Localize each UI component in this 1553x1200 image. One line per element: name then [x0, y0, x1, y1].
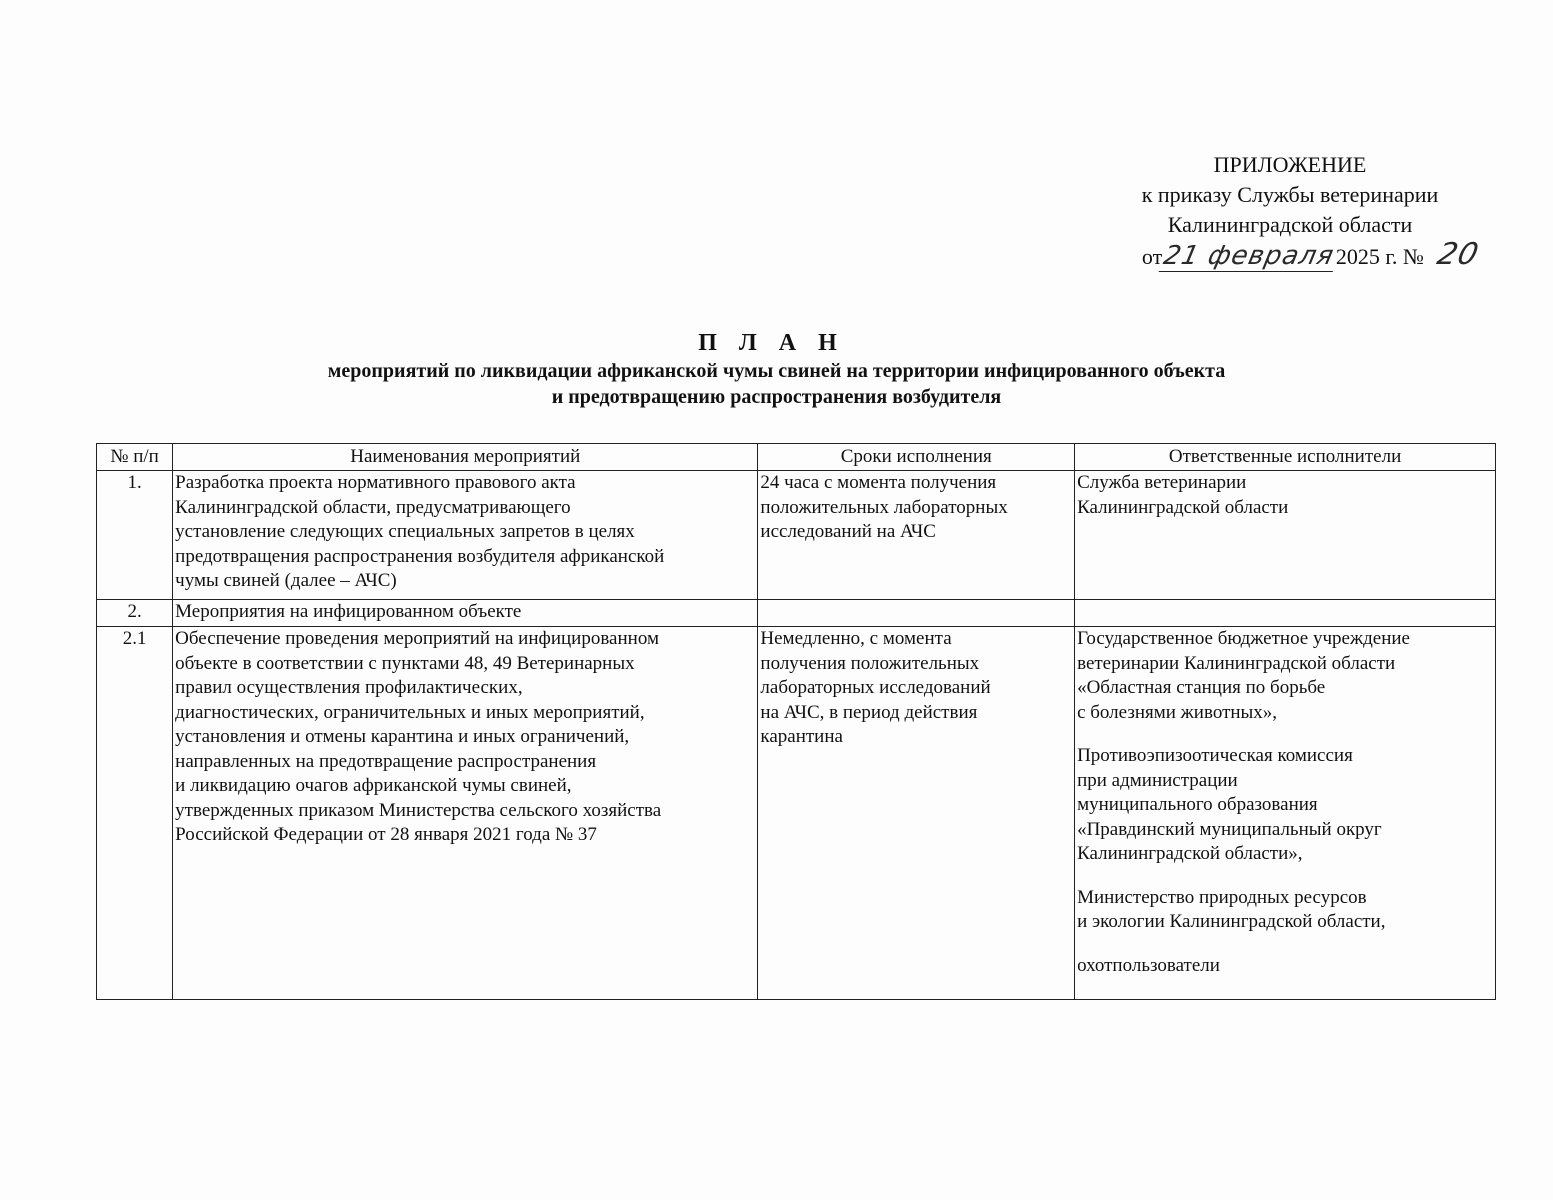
header-term: Сроки исполнения — [758, 444, 1075, 471]
responsible-entry: охотпользователи — [1077, 954, 1220, 976]
responsible-entry: Государственное бюджетное учреждение ветеринарии Калининградской области «Областная станция по борьбе с болезнями животных», — [1077, 628, 1410, 723]
row-number: 1. — [97, 471, 173, 600]
plan-title: П Л А Н — [698, 330, 845, 356]
plan-subtitle-line1: мероприятий по ликвидации африканской чумы свиней на территории инфицированного объекта — [327, 360, 1226, 382]
table-row — [97, 600, 1496, 627]
header-num: № п/п — [97, 444, 173, 471]
appendix-title: ПРИЛОЖЕНИЕ — [1213, 152, 1367, 177]
activity-responsible — [1075, 627, 1496, 1000]
responsible-entry: Служба ветеринарии Калининградской области — [1077, 472, 1289, 518]
date-prefix: от — [1141, 244, 1163, 269]
header-responsible: Ответственные исполнители — [1075, 444, 1496, 471]
activity-name: Разработка проекта нормативного правового акта Калининградской области, предусматривающего установление следующих специальных запретов в целях предотвращения распространения возбудителя африканской чумы свиней (далее – АЧС) — [173, 471, 758, 600]
activity-term — [758, 600, 1075, 627]
appendix-region-line: Калининградской области — [1167, 212, 1413, 237]
handwritten-order-number: 20 — [1433, 237, 1483, 272]
table-row — [97, 627, 1496, 1000]
activity-term: 24 часа с момента получения положительных лабораторных исследований на АЧС — [758, 471, 1075, 600]
activity-name: Мероприятия на инфицированном объекте — [173, 600, 758, 627]
row-number: 2. — [97, 600, 173, 627]
plan-subtitle-line2: и предотвращению распространения возбудителя — [551, 386, 1002, 408]
table-header-row — [97, 444, 1496, 471]
appendix-date-line — [1080, 237, 1540, 272]
activity-responsible — [1075, 600, 1496, 627]
responsible-entry: Министерство природных ресурсов и экологии Калининградской области, — [1077, 886, 1386, 932]
appendix-header — [1060, 150, 1520, 272]
date-year: 2025 г. № — [1335, 244, 1424, 269]
responsible-entry: Противоэпизоотическая комиссия при администрации муниципального образования «Правдинский муниципальный округ Калининградской области», — [1077, 745, 1382, 864]
activity-responsible — [1075, 471, 1496, 600]
header-name: Наименования мероприятий — [173, 444, 758, 471]
activity-term: Немедленно, с момента получения положительных лабораторных исследований на АЧС, в период действия карантина — [758, 627, 1075, 1000]
table-row — [97, 471, 1496, 600]
row-number: 2.1 — [97, 627, 173, 1000]
handwritten-date: 21 февраля — [1159, 241, 1339, 272]
plan-title-block — [0, 328, 1553, 410]
plan-table — [96, 443, 1496, 1000]
appendix-order-line: к приказу Службы ветеринарии — [1141, 182, 1439, 207]
activity-name: Обеспечение проведения мероприятий на инфицированном объекте в соответствии с пунктами 48, 49 Ветеринарных правил осуществления профилактических, диагностических, ограничительных и иных мероприятий, установления и отмены карантина и иных ограничений, направленных на предотвращение распространения и ликвидацию очагов африканской чумы свиней, утвержденных приказом Министерства сельского хозяйства Российской Федерации от 28 января 2021 года № 37 — [173, 627, 758, 1000]
